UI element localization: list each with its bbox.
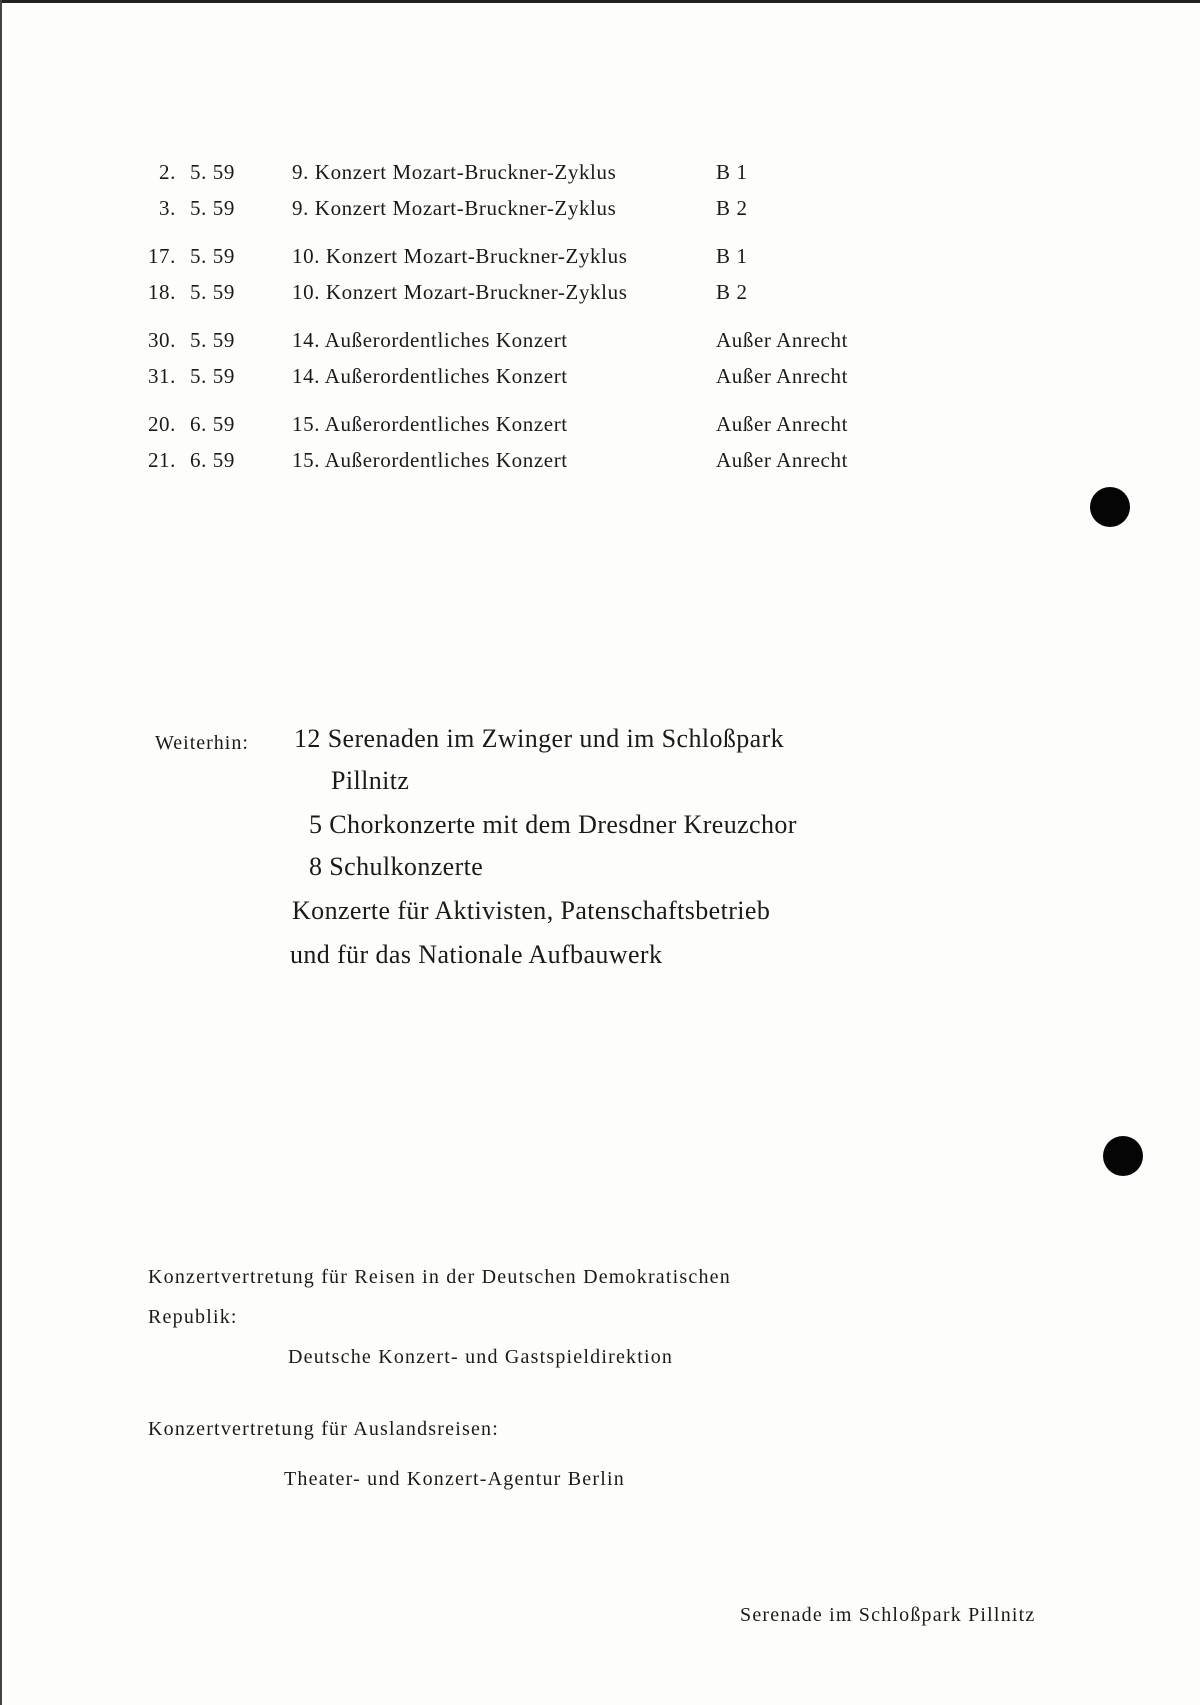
further-line: Pillnitz [331,766,410,795]
concert-day: 18. [147,280,176,304]
concert-month-year: 5. 59 [190,280,235,304]
punch-hole [1090,487,1130,527]
domestic-agency-heading-cont: Republik: [148,1306,238,1328]
abroad-agency-name: Theater- und Konzert-Agentur Berlin [284,1468,625,1490]
domestic-agency-heading: Konzertvertretung für Reisen in der Deutschen Demokratischen [148,1266,731,1288]
concert-month-year: 5. 59 [190,328,235,352]
further-line: Konzerte für Aktivisten, Patenschaftsbetrieb [292,896,771,925]
schedule-row [140,196,900,232]
concert-title: 15. Außerordentliches Konzert [292,448,568,472]
concert-month-year: 5. 59 [190,196,235,220]
schedule-row [140,280,900,316]
concert-title: 15. Außerordentliches Konzert [292,412,568,436]
scan-left-edge [0,0,2,1705]
concert-month-year: 6. 59 [190,412,235,436]
schedule-row [140,448,900,484]
photo-caption: Serenade im Schloßpark Pillnitz [740,1604,1036,1626]
concert-month-year: 6. 59 [190,448,235,472]
domestic-agency-name: Deutsche Konzert- und Gastspieldirektion [288,1346,674,1368]
schedule-row [140,364,900,400]
punch-hole [1103,1136,1143,1176]
schedule-row [140,412,900,448]
concert-day: 3. [159,196,176,220]
concert-schedule [140,160,900,484]
concert-title: 9. Konzert Mozart-Bruckner-Zyklus [292,196,617,220]
concert-month-year: 5. 59 [190,244,235,268]
concert-title: 9. Konzert Mozart-Bruckner-Zyklus [292,160,617,184]
concert-day: 17. [147,244,176,268]
further-line: 8 Schulkonzerte [309,852,484,881]
concert-series: Außer Anrecht [716,412,849,436]
schedule-row [140,244,900,280]
concert-series: B 2 [716,196,748,220]
concert-series: Außer Anrecht [716,364,849,388]
concert-title: 10. Konzert Mozart-Bruckner-Zyklus [292,244,628,268]
concert-series: B 2 [716,280,748,304]
concert-title: 14. Außerordentliches Konzert [292,328,568,352]
concert-series: B 1 [716,244,748,268]
further-line: 5 Chorkonzerte mit dem Dresdner Kreuzchor [309,810,797,839]
schedule-row [140,328,900,364]
further-line: und für das Nationale Aufbauwerk [290,940,663,969]
further-line: 12 Serenaden im Zwinger und im Schloßpark [294,724,785,753]
concert-day: 31. [147,364,176,388]
concert-title: 10. Konzert Mozart-Bruckner-Zyklus [292,280,628,304]
concert-day: 20. [147,412,176,436]
concert-series: Außer Anrecht [716,448,849,472]
scan-top-edge [0,0,1200,3]
concert-day: 30. [147,328,176,352]
further-label: Weiterhin: [155,732,249,754]
concert-day: 2. [159,160,176,184]
abroad-agency-heading: Konzertvertretung für Auslandsreisen: [148,1418,499,1440]
concert-title: 14. Außerordentliches Konzert [292,364,568,388]
concert-series: Außer Anrecht [716,328,849,352]
schedule-row [140,160,900,196]
concert-month-year: 5. 59 [190,160,235,184]
concert-day: 21. [147,448,176,472]
concert-series: B 1 [716,160,748,184]
concert-month-year: 5. 59 [190,364,235,388]
